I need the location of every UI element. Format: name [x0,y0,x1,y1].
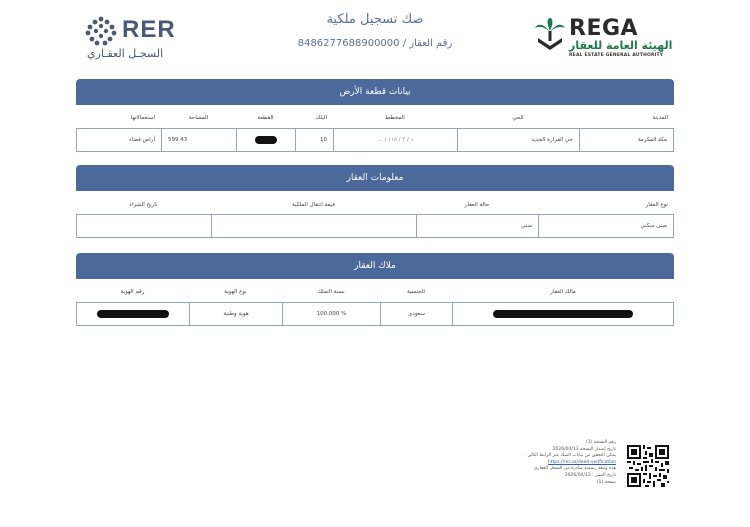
copy-number: رقم النسخة (1) [586,440,616,445]
land-label-city: المدينة [652,115,668,121]
rega-logo [535,16,673,60]
verify-text: يمكن التحقق من بيانات الصك عبر الرابط التالي [527,453,616,459]
land-value-city: مكة المكرمة [579,128,674,152]
land-value-plot [236,128,295,152]
owner-label-name: مالك العقار [550,289,576,295]
page-title: صك تسجيل ملكية [326,12,424,27]
official-text: هذه وثيقة رسمية صادرة من السجل العقاري [533,466,616,472]
redaction-mark [493,310,633,318]
land-label-plot: القطعة [257,115,274,121]
land-label-usage: استعمالاتها [130,115,155,121]
owner-label-id-type: نوع الهوية [224,289,247,295]
property-label-transfer-value: قيمة انتقال الملكية [292,202,335,208]
property-number [290,38,460,49]
land-values-row [76,128,674,152]
rer-arabic-name: السجـل العقـاري [87,47,164,60]
owners-values-row [76,302,674,326]
verify-link[interactable]: https://rer.sa/deed-verification [547,459,616,465]
property-number-label: رقم العقار / [402,38,453,49]
rer-logo [84,14,194,62]
land-label-area: المساحة [188,115,209,121]
owner-value-nationality: سعودي [380,302,452,326]
property-info-values-row [76,214,674,238]
owner-label-nationality: الجنسية [407,289,425,295]
owner-value-ownership-ratio: % 100.000 [282,302,380,326]
land-labels-row [76,110,674,126]
issue-date: تاريخ إصدار النسخة 2026/04/13 [552,446,616,452]
redaction-mark [255,136,277,144]
land-value-block: 10 [295,128,333,152]
property-label-status: حالة العقار [464,202,490,208]
land-label-district: الحي [512,115,524,121]
owner-value-id-type: هوية وطنية [189,302,282,326]
land-section-header: بيانات قطعة الأرض [76,79,674,105]
property-info-labels-row [76,197,674,213]
property-label-purchase-date: تاريخ الشراء [129,202,158,208]
land-value-usage: أراض فضاء [76,128,161,152]
owner-value-id-number [76,302,189,326]
property-label-type: نوع العقار [645,202,668,208]
rer-name: RER [122,16,176,43]
qr-code-icon [627,445,669,487]
owners-section-header: ملاك العقار [76,253,674,279]
land-value-area: 599.43 [161,128,236,152]
palm-emblem-icon [535,18,565,54]
deed-footer [430,440,616,486]
property-value-transfer-value [211,214,416,238]
property-info-section-header: معلومات العقار [76,165,674,191]
rega-arabic-name: الهيئة العامة للعقار [569,39,673,52]
print-date: تاريخ النشر : 2026/04/13 [564,472,616,478]
property-number-value: 8486277688900000 [297,38,400,49]
rega-english-name: REAL ESTATE GENERAL AUTHORITY [569,53,664,58]
property-value-status: مبني [416,214,538,238]
page-number: صفحة (1) [596,479,616,485]
owners-labels-row [76,284,674,300]
owner-label-id-number: رقم الهوية [120,289,145,295]
property-value-purchase-date [76,214,211,238]
owner-label-ownership-ratio: نسبة التملك [317,289,345,295]
land-value-plan: ١ / ٢ / ١١٥ / ... [333,128,457,152]
land-label-block: البلك [315,115,327,121]
land-label-plan: المخطط [385,115,405,121]
redaction-mark [97,310,169,318]
rega-name: REGA [569,16,639,41]
property-value-type: مبنى سكني [538,214,674,238]
rer-dots-icon [84,16,118,46]
owner-value-name [452,302,674,326]
land-value-district: حي القرارة الجديد [457,128,579,152]
